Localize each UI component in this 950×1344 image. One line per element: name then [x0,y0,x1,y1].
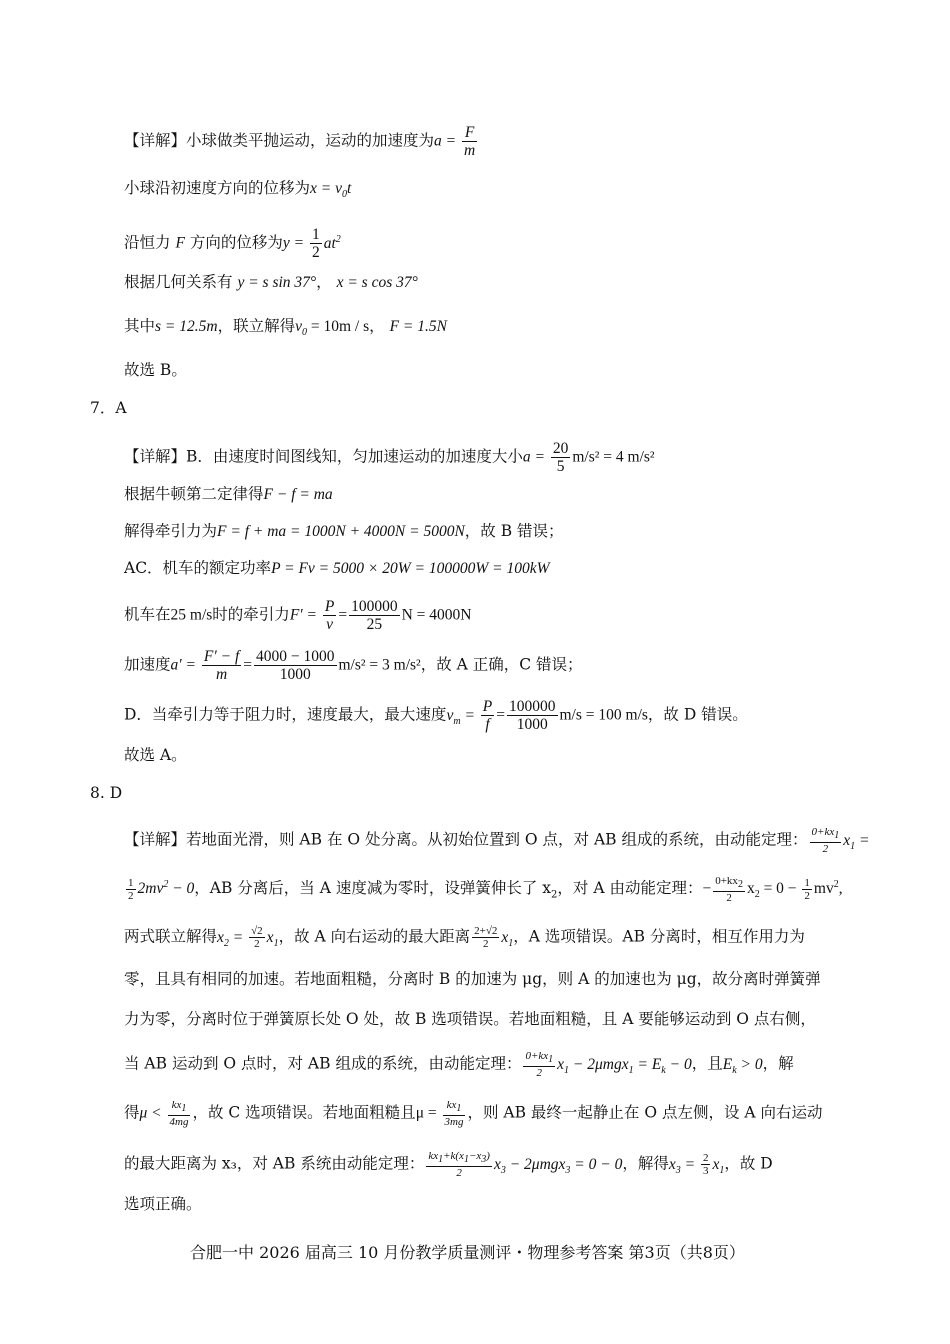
formula: F = f + ma = 1000N + 4000N = 5000N [217,523,465,540]
q8-line-5: 力为零，分离时位于弹簧原长处 O 处，故 B 选项错误。若地面粗糙，且 A 要能够运动到 O 点右侧， [124,1010,816,1028]
text: 沿恒力 [124,233,171,252]
fraction: $\frac{P}{v}$ [324,598,335,633]
text: 时的牵引力 [212,605,290,624]
formula: F [175,234,185,252]
text: ，联立解得 [217,317,296,335]
text: 方向的位移为 [189,233,283,252]
formula: a = [434,132,460,150]
q8-line-9: 选项正确。 [124,1195,202,1213]
text: 故选 B。 [124,361,187,379]
text: 【详解】若地面光滑，则 AB 在 O 处分离。从初始位置到 O 点，对 AB 组成的系统，由动能定理： [124,830,808,849]
q6-line-6 [124,359,187,381]
fraction: $\frac{0+kx_1}{2}$ [811,826,840,856]
q7-line-3 [124,520,564,543]
formula: $x_2$ = [217,928,248,949]
text: ，故 D 错误。 [647,705,748,724]
formula: m/s = 100 m/s [559,706,648,724]
formula: $x_1$ [266,928,279,949]
page-footer: 合肥一中 2026 届高三 10 月份教学质量测评・物理参考答案 第3页（共8页） [190,1243,745,1262]
fraction: $\frac{100000}{25}$ [351,598,398,633]
text: 当 AB 运动到 O 点时，对 AB 组成的系统，由动能定理： [124,1054,522,1073]
text: ，AB 分离后，当 A 速度减为零时，设弹簧伸长了 x [194,879,552,898]
text: ，故 B 错误； [464,522,564,540]
q8-line-4: 零，且具有相同的加速。若地面粗糙，分离时 B 的加速为 μg，则 A 的加速也为 μg，故分离时弹簧弹 [124,970,821,988]
q7-line-7: D．当牵引力等于阻力时，速度最大，最大速度$v_m$ = $\frac{P}{f}$ = $\frac{100000}{1000}$ m/s = 100 m/s，故 D 错误。 [124,698,748,733]
formula: $v_0$ [295,318,307,339]
fraction: $\frac{4000 - 1000}{1000}$ [256,648,335,683]
text: 根据牛顿第二定律得 [124,485,264,503]
text: 得 [124,1103,140,1122]
formula: F = 1.5N [389,318,447,335]
q8-line-6 [124,1050,794,1082]
fraction: $\frac{kx_1}{4mg}$ [169,1099,189,1129]
q6-line-5 [124,315,447,344]
q8-label: 8. D [90,784,123,802]
formula: $x_1$ [712,1155,725,1176]
text: ，故 A 正确，C 错误； [420,655,583,674]
text: ，解 [762,1054,794,1073]
formula: a′ = [170,656,200,674]
fraction: $\frac{F' - f}{m}$ [203,648,240,683]
text: ，则 AB 最终一起静止在 O 点左侧，设 A 向右运动 [467,1103,823,1122]
formula: = 10m / s [310,318,370,335]
text: 根据几何关系有 [124,273,233,291]
formula: $E_k > 0$ [722,1055,763,1076]
q6-line-3 [124,226,341,261]
formula: 25 m/s [170,606,213,624]
formula: $x_2 = 0$ − [746,880,801,901]
text: ，A 选项错误。AB 分离时，相互作用力为 [513,927,805,946]
fraction: $\frac{1}{2}$ [311,226,320,261]
q8-line-7 [124,1099,823,1128]
formula: μ < [139,1104,166,1122]
formula: m/s² = 4 m/s² [572,448,655,466]
text: ，且 [691,1054,723,1073]
formula: s = 12.5m [155,318,218,335]
formula: x = s cos 37° [336,274,418,291]
fraction: $\frac{1}{2}$ [128,876,134,902]
formula: μ = [415,1104,441,1122]
text: ，故 C 选项错误。若地面粗糙且 [192,1103,416,1122]
text: 机车在 [124,605,171,624]
formula: $mv^2$, [813,879,843,898]
text: ，对 A 由动能定理： [557,879,703,898]
formula: $x = v_0t$ [310,180,352,201]
fraction: $\frac{F}{m}$ [463,124,476,159]
q7-line-5: 机车在25 m/s时的牵引力F′ = $\frac{P}{v}$ = $\frac{100000}{25}$ N = 4000N [124,598,472,633]
formula: y = s sin 37° [237,274,317,291]
q8-line-3 [124,925,805,955]
formula: $x_3 - 2\mu mgx_3 = 0 - 0$ [493,1155,623,1176]
fraction: $\frac{kx_1+k(x_1-x_3)}{2}$ [428,1150,490,1180]
text: ，解得 [622,1154,669,1173]
q7-line-8 [124,744,187,766]
q6-line-4 [124,271,418,294]
fraction: $\frac{20}{5}$ [552,440,569,475]
fraction: $\frac{0+kx_1}{2}$ [525,1050,554,1080]
text: 加速度 [124,655,171,674]
formula: F′ = [289,606,321,624]
q7-line-4 [124,557,550,580]
fraction: $\frac{2+√2}{2}$ [474,925,498,950]
text: 其中 [124,317,156,335]
text: ，故 D [724,1154,773,1173]
q8-line-1 [124,826,869,858]
formula: a = [522,448,549,466]
fraction: $\frac{2}{3}$ [702,1152,709,1178]
q7-line-1 [124,440,655,475]
q7-line-6: 加速度a′ = $\frac{F' - f}{m}$ = $\frac{4000 - 1000}{1000}$ m/s² = 3 m/s²，故 A 正确，C 错误； [124,648,583,683]
formula: F − f = ma [263,486,333,503]
formula: P = Fv = 5000 × 20W = 100000W = 100kW [271,560,550,577]
text: 【详解】B．由速度时间图线知，匀加速运动的加速度大小 [124,447,523,466]
formula: $x_1 - 2\mu mgx_1 = E_k - 0$ [557,1055,692,1076]
text: ， [369,317,385,335]
text: 两式联立解得 [124,927,218,946]
formula: m/s² = 3 m/s² [338,656,421,674]
fraction: $\frac{P}{f}$ [482,698,493,733]
formula: $v_m$ = [446,706,479,727]
formula: $x_1$ = [843,831,870,852]
q6-line-2 [124,177,351,206]
text: 【详解】小球做类平抛运动，运动的加速度为 [124,131,435,150]
text: ，故 A 向右运动的最大距离 [278,927,471,946]
q7-label: 7．A [90,399,127,417]
fraction: $\frac{100000}{1000}$ [509,698,556,733]
fraction: $\frac{0+kx_2}{2}$ [715,874,743,904]
formula: y = [282,234,308,252]
formula: $at^2$ [323,233,341,252]
text: AC．机车的额定功率 [124,559,272,577]
formula: $x_3$ = [668,1155,699,1176]
q7-line-2 [124,483,333,506]
q8-line-2: $\frac{1}{2}$ $2mv^2 - 0$，AB 分离后，当 A 速度减为零时，设弹簧伸长了 $x_2$，对 A 由动能定理：− $\frac{0+kx_2}{2}$ $x_2 = 0$ − $\frac{1}{2}$ $mv^2$, [128,874,843,904]
formula: N = 4000N [401,606,472,624]
text: 小球沿初速度方向的位移为 [124,179,311,197]
text: 故选 A。 [124,746,187,764]
q6-line-1 [124,124,479,159]
text: 的最大距离为 x₃，对 AB 系统由动能定理： [124,1154,425,1173]
fraction: $\frac{√2}{2}$ [251,925,263,950]
text: ， [316,273,332,291]
fraction: $\frac{1}{2}$ [804,876,810,902]
text: D．当牵引力等于阻力时，速度最大，最大速度 [124,705,447,724]
formula: $x_1$ [501,928,514,949]
q8-line-8 [124,1150,773,1182]
text: 解得牵引力为 [124,522,218,540]
formula: $2mv^2 - 0$ [137,879,195,898]
fraction: $\frac{kx_1}{3mg}$ [444,1099,464,1129]
